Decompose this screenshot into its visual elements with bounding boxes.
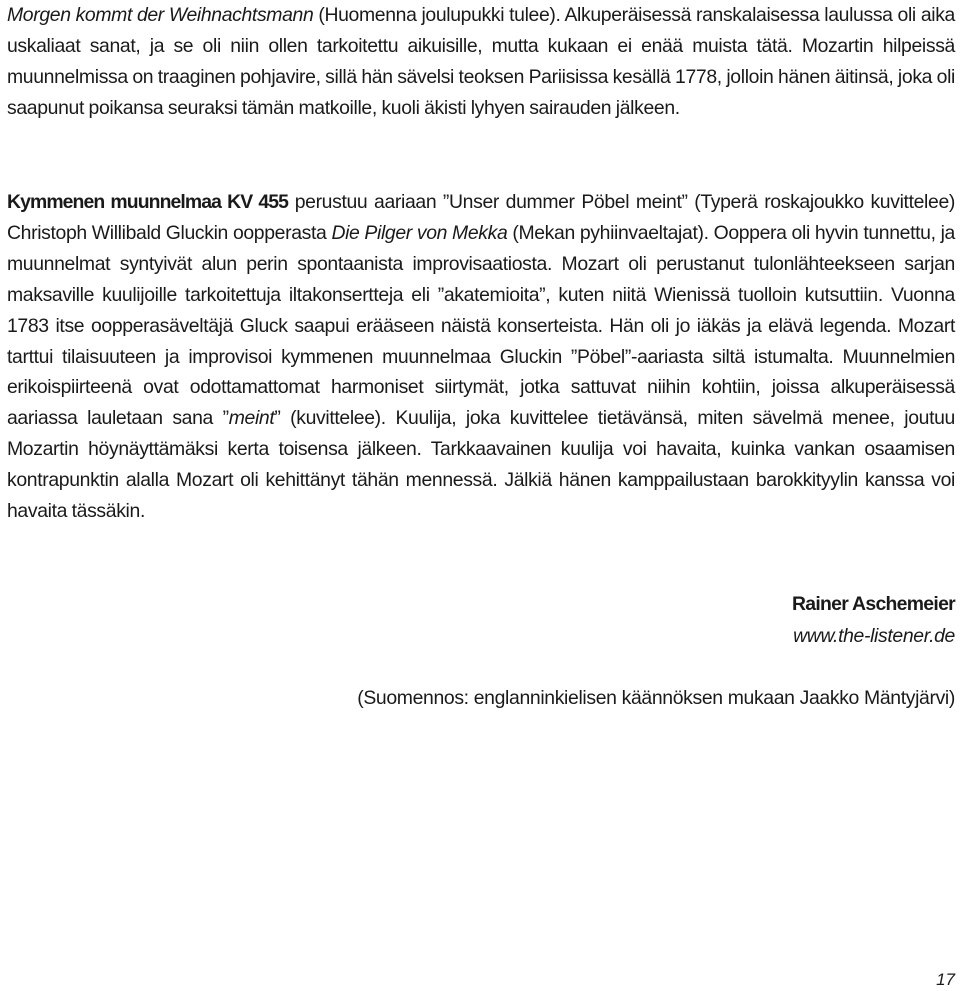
paragraph-intro xyxy=(7,0,955,124)
translation-credit: (Suomennos: englanninkielisen käännöksen mukaan Jaakko Mäntyjärvi) xyxy=(357,687,955,709)
paragraph-variations-text-b: (Mekan pyhiinvaeltajat). Ooppera oli hyvin tunnettu, ja muunnelmat syntyivät alun perin spontaanista improvisaatiosta. Mozart oli perustanut tulonlähteekseen sarjan maksaville kuulijoille tarkoitettuja iltakonsertteja eli ”akatemioita”, kuten niitä Wienissä tuolloin kutsuttiin. Vuonna 1783 itse oopperasäveltäjä Gluck saapui erääseen näistä konserteista. Hän oli jo iäkäs ja elävä legenda. Mozart tarttui tilaisuuteen ja improvisoi kymmenen muunnelmaa Gluckin ”Pöbel”-aariasta siltä istumalta. Muunnelmien erikoispiirteenä ovat odottamattomat harmoniset siirtymät, jotka sattuvat niihin kohtiin, joissa alkuperäisessä aariassa lauletaan sana ” xyxy=(7,221,955,430)
author-website: www.the-listener.de xyxy=(793,625,955,647)
page-number: 17 xyxy=(936,970,955,989)
paragraph-variations xyxy=(7,187,955,527)
paragraph-variations-text-a: perustuu aariaan ”Unser dummer Pöbel meint” (Typerä roskajoukko kuvittelee) Christoph Willibald Gluckin oopperasta xyxy=(7,191,955,244)
opera-title: Die Pilger von Mekka xyxy=(331,221,508,244)
author-name: Rainer Aschemeier xyxy=(791,593,955,615)
song-title: Morgen kommt der Weihnachtsmann xyxy=(7,4,314,26)
paragraph-variations-text-c: ” (kuvittelee). Kuulija, joka kuvittelee tietävänsä, miten sävelmä menee, joutuu Mozartin höynäyttämäksi kerta toisensa jälkeen. Tarkkaavainen kuulija voi havaita, kuinka vankan osaamisen kontrapunktin alalla Mozart oli kehittänyt tähän mennessä. Jälkiä hänen kamppailustaan barokkityylin kanssa voi havaita tässäkin. xyxy=(7,407,955,523)
work-title: Kymmenen muunnelmaa KV 455 xyxy=(7,191,289,213)
emphasized-word: meint xyxy=(228,407,275,430)
paragraph-intro-text: (Huomenna joulupukki tulee). Alkuperäisessä ranskalaisessa laulussa oli aika uskaliaat sanat, ja se oli niin ollen tarkoitettu aikuisille, mutta kukaan ei enää muista tätä. Mozartin hilpeissä muunnelmissa on traaginen pohjavire, sillä hän sävelsi teoksen Pariisissa kesällä 1778, jolloin hänen äitinsä, joka oli saapunut poikansa seuraksi tämän matkoille, kuoli äkisti lyhyen sairauden jälkeen. xyxy=(7,4,955,119)
